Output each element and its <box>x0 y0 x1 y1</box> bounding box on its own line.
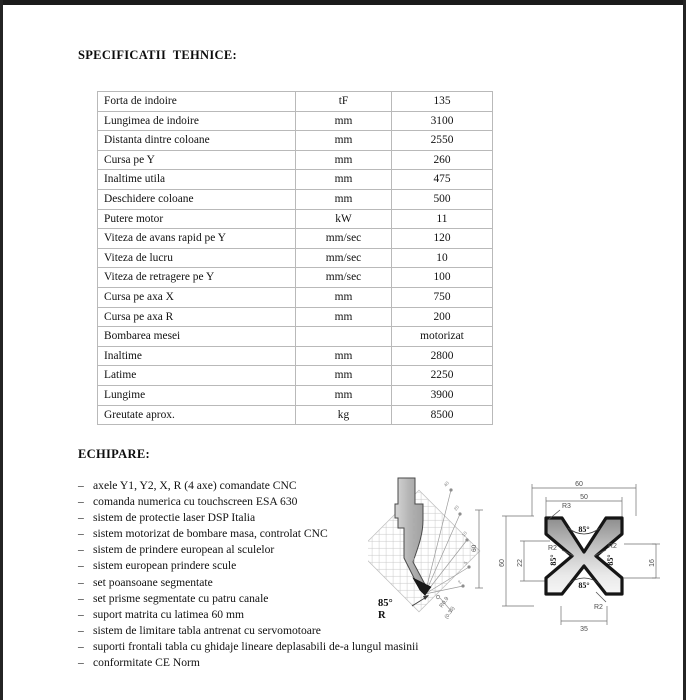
table-row <box>98 229 493 249</box>
die-tool-drawing <box>484 466 684 641</box>
punch-height-label: 60 <box>471 544 478 552</box>
list-bullet-dash-icon: – <box>78 575 84 589</box>
list-item-label: set poansoane segmentate <box>93 575 213 589</box>
punch-tick-40: 40 <box>442 480 450 488</box>
spec-row-unit: mm <box>296 287 392 307</box>
spec-row-name: Lungime <box>98 385 296 405</box>
list-bullet-dash-icon: – <box>78 639 84 653</box>
punch-tick-2: 2 <box>456 579 463 585</box>
spec-row-name: Deschidere coloane <box>98 189 296 209</box>
list-item-label: set prisme segmentate cu patru canale <box>93 591 269 605</box>
die-width-inner-label: 50 <box>580 494 588 501</box>
die-angle-top-label: 85° <box>578 525 590 534</box>
die-radius-right-label: R2 <box>608 543 617 550</box>
die-bottom-width-label: 35 <box>580 626 588 633</box>
die-angle-bottom-label: 85° <box>578 581 590 590</box>
spec-row-value: motorizat <box>392 327 493 347</box>
punch-tip-radius-label: R0.9 <box>438 596 451 610</box>
die-top-dimensions <box>532 484 636 518</box>
spec-row-name: Lungimea de indoire <box>98 111 296 131</box>
punch-tip-radius-alt-label: (0.35) <box>443 605 457 621</box>
spec-row-value: 100 <box>392 268 493 288</box>
punch-tool-drawing <box>368 466 486 636</box>
table-row <box>98 150 493 170</box>
punch-angle-label: 85° <box>378 598 393 609</box>
list-bullet-dash-icon: – <box>78 543 84 557</box>
punch-tip-node <box>436 595 439 598</box>
spec-row-unit: tF <box>296 92 392 112</box>
die-radius-top-label: R3 <box>562 503 571 510</box>
spec-row-value: 3100 <box>392 111 493 131</box>
spec-row-unit: kW <box>296 209 392 229</box>
table-row <box>98 405 493 425</box>
spec-row-name: Greutate aprox. <box>98 405 296 425</box>
spec-row-name: Putere motor <box>98 209 296 229</box>
spec-row-name: Viteza de retragere pe Y <box>98 268 296 288</box>
spec-row-unit: mm/sec <box>296 248 392 268</box>
die-left-dimensions <box>502 516 550 606</box>
spec-row-name: Viteza de avans rapid pe Y <box>98 229 296 249</box>
spec-row-value: 8500 <box>392 405 493 425</box>
punch-radius-letter: R <box>378 610 386 621</box>
spec-row-value: 750 <box>392 287 493 307</box>
table-row <box>98 131 493 151</box>
spec-row-unit: mm/sec <box>296 268 392 288</box>
list-item-label: sistem de prindere european al sculelor <box>93 543 275 557</box>
spec-row-unit: mm <box>296 366 392 386</box>
list-item <box>78 655 478 671</box>
list-bullet-dash-icon: – <box>78 559 84 573</box>
spec-row-value: 200 <box>392 307 493 327</box>
table-row <box>98 92 493 112</box>
spec-row-unit: mm <box>296 150 392 170</box>
spec-row-name: Inaltime <box>98 346 296 366</box>
spec-row-name: Cursa pe axa R <box>98 307 296 327</box>
die-right-depth-label: 16 <box>649 559 656 567</box>
list-bullet-dash-icon: – <box>78 511 84 525</box>
spec-row-name: Cursa pe axa X <box>98 287 296 307</box>
spec-row-value: 11 <box>392 209 493 229</box>
punch-tick-20: 20 <box>452 504 460 512</box>
list-bullet-dash-icon: – <box>78 527 84 541</box>
list-bullet-dash-icon: – <box>78 623 84 637</box>
table-row <box>98 327 493 347</box>
die-angle-left-label: 85° <box>549 554 558 566</box>
spec-row-unit: mm <box>296 307 392 327</box>
spec-row-name: Forta de indoire <box>98 92 296 112</box>
list-item-label: sistem de limitare tabla antrenat cu servomotoare <box>93 623 321 637</box>
list-bullet-dash-icon: – <box>78 607 84 621</box>
table-row <box>98 385 493 405</box>
table-row <box>98 111 493 131</box>
die-height-outer-label: 60 <box>499 559 506 567</box>
spec-row-unit: mm <box>296 346 392 366</box>
specifications-heading: SPECIFICATII TEHNICE: <box>78 48 237 62</box>
list-item-label: comanda numerica cu touchscreen ESA 630 <box>93 495 298 509</box>
specifications-table <box>97 91 493 425</box>
spec-row-value: 10 <box>392 248 493 268</box>
table-row <box>98 287 493 307</box>
spec-row-unit: mm <box>296 170 392 190</box>
table-row <box>98 170 493 190</box>
die-height-inner-label: 22 <box>517 559 524 567</box>
punch-tick-10: 10 <box>460 530 468 538</box>
table-row <box>98 366 493 386</box>
spec-row-value: 135 <box>392 92 493 112</box>
spec-row-name: Cursa pe Y <box>98 150 296 170</box>
list-item-label: sistem european prindere scule <box>93 559 237 573</box>
die-radius-left-label: R2 <box>548 545 557 552</box>
list-item-label: sistem de protectie laser DSP Italia <box>93 511 256 525</box>
table-row <box>98 346 493 366</box>
list-item-label: suport matrita cu latimea 60 mm <box>93 607 245 621</box>
punch-tick-5: 5 <box>462 560 469 566</box>
list-bullet-dash-icon: – <box>78 479 84 492</box>
table-row <box>98 189 493 209</box>
table-row <box>98 248 493 268</box>
spec-row-name: Latime <box>98 366 296 386</box>
spec-row-unit: kg <box>296 405 392 425</box>
table-row <box>98 307 493 327</box>
spec-row-value: 2550 <box>392 131 493 151</box>
list-bullet-dash-icon: – <box>78 591 84 605</box>
die-angle-right-label: 85° <box>606 554 615 566</box>
list-item-label: axele Y1, Y2, X, R (4 axe) comandate CNC <box>93 479 297 492</box>
die-radius-bottom-label: R2 <box>594 604 603 611</box>
equipment-heading: ECHIPARE: <box>78 447 150 461</box>
spec-row-unit <box>296 327 392 347</box>
list-item-label: conformitate CE Norm <box>93 656 200 670</box>
spec-row-name: Bombarea mesei <box>98 327 296 347</box>
spec-row-name: Inaltime utila <box>98 170 296 190</box>
list-item-label: sistem motorizat de bombare masa, controlat CNC <box>93 527 328 541</box>
spec-row-value: 2250 <box>392 366 493 386</box>
spec-row-value: 260 <box>392 150 493 170</box>
list-bullet-dash-icon: – <box>78 495 84 509</box>
spec-row-unit: mm <box>296 189 392 209</box>
spec-row-value: 120 <box>392 229 493 249</box>
table-row <box>98 268 493 288</box>
spec-row-unit: mm <box>296 385 392 405</box>
spec-row-value: 500 <box>392 189 493 209</box>
spec-row-unit: mm <box>296 111 392 131</box>
spec-row-value: 3900 <box>392 385 493 405</box>
spec-row-unit: mm <box>296 131 392 151</box>
spec-row-name: Viteza de lucru <box>98 248 296 268</box>
spec-row-unit: mm/sec <box>296 229 392 249</box>
table-row <box>98 209 493 229</box>
spec-row-value: 475 <box>392 170 493 190</box>
list-item <box>78 639 478 655</box>
list-item-label: suporti frontali tabla cu ghidaje lineare deplasabili de-a lungul masinii <box>93 639 419 653</box>
spec-row-value: 2800 <box>392 346 493 366</box>
die-width-outer-label: 60 <box>575 481 583 488</box>
list-bullet-dash-icon: – <box>78 656 84 670</box>
spec-row-name: Distanta dintre coloane <box>98 131 296 151</box>
